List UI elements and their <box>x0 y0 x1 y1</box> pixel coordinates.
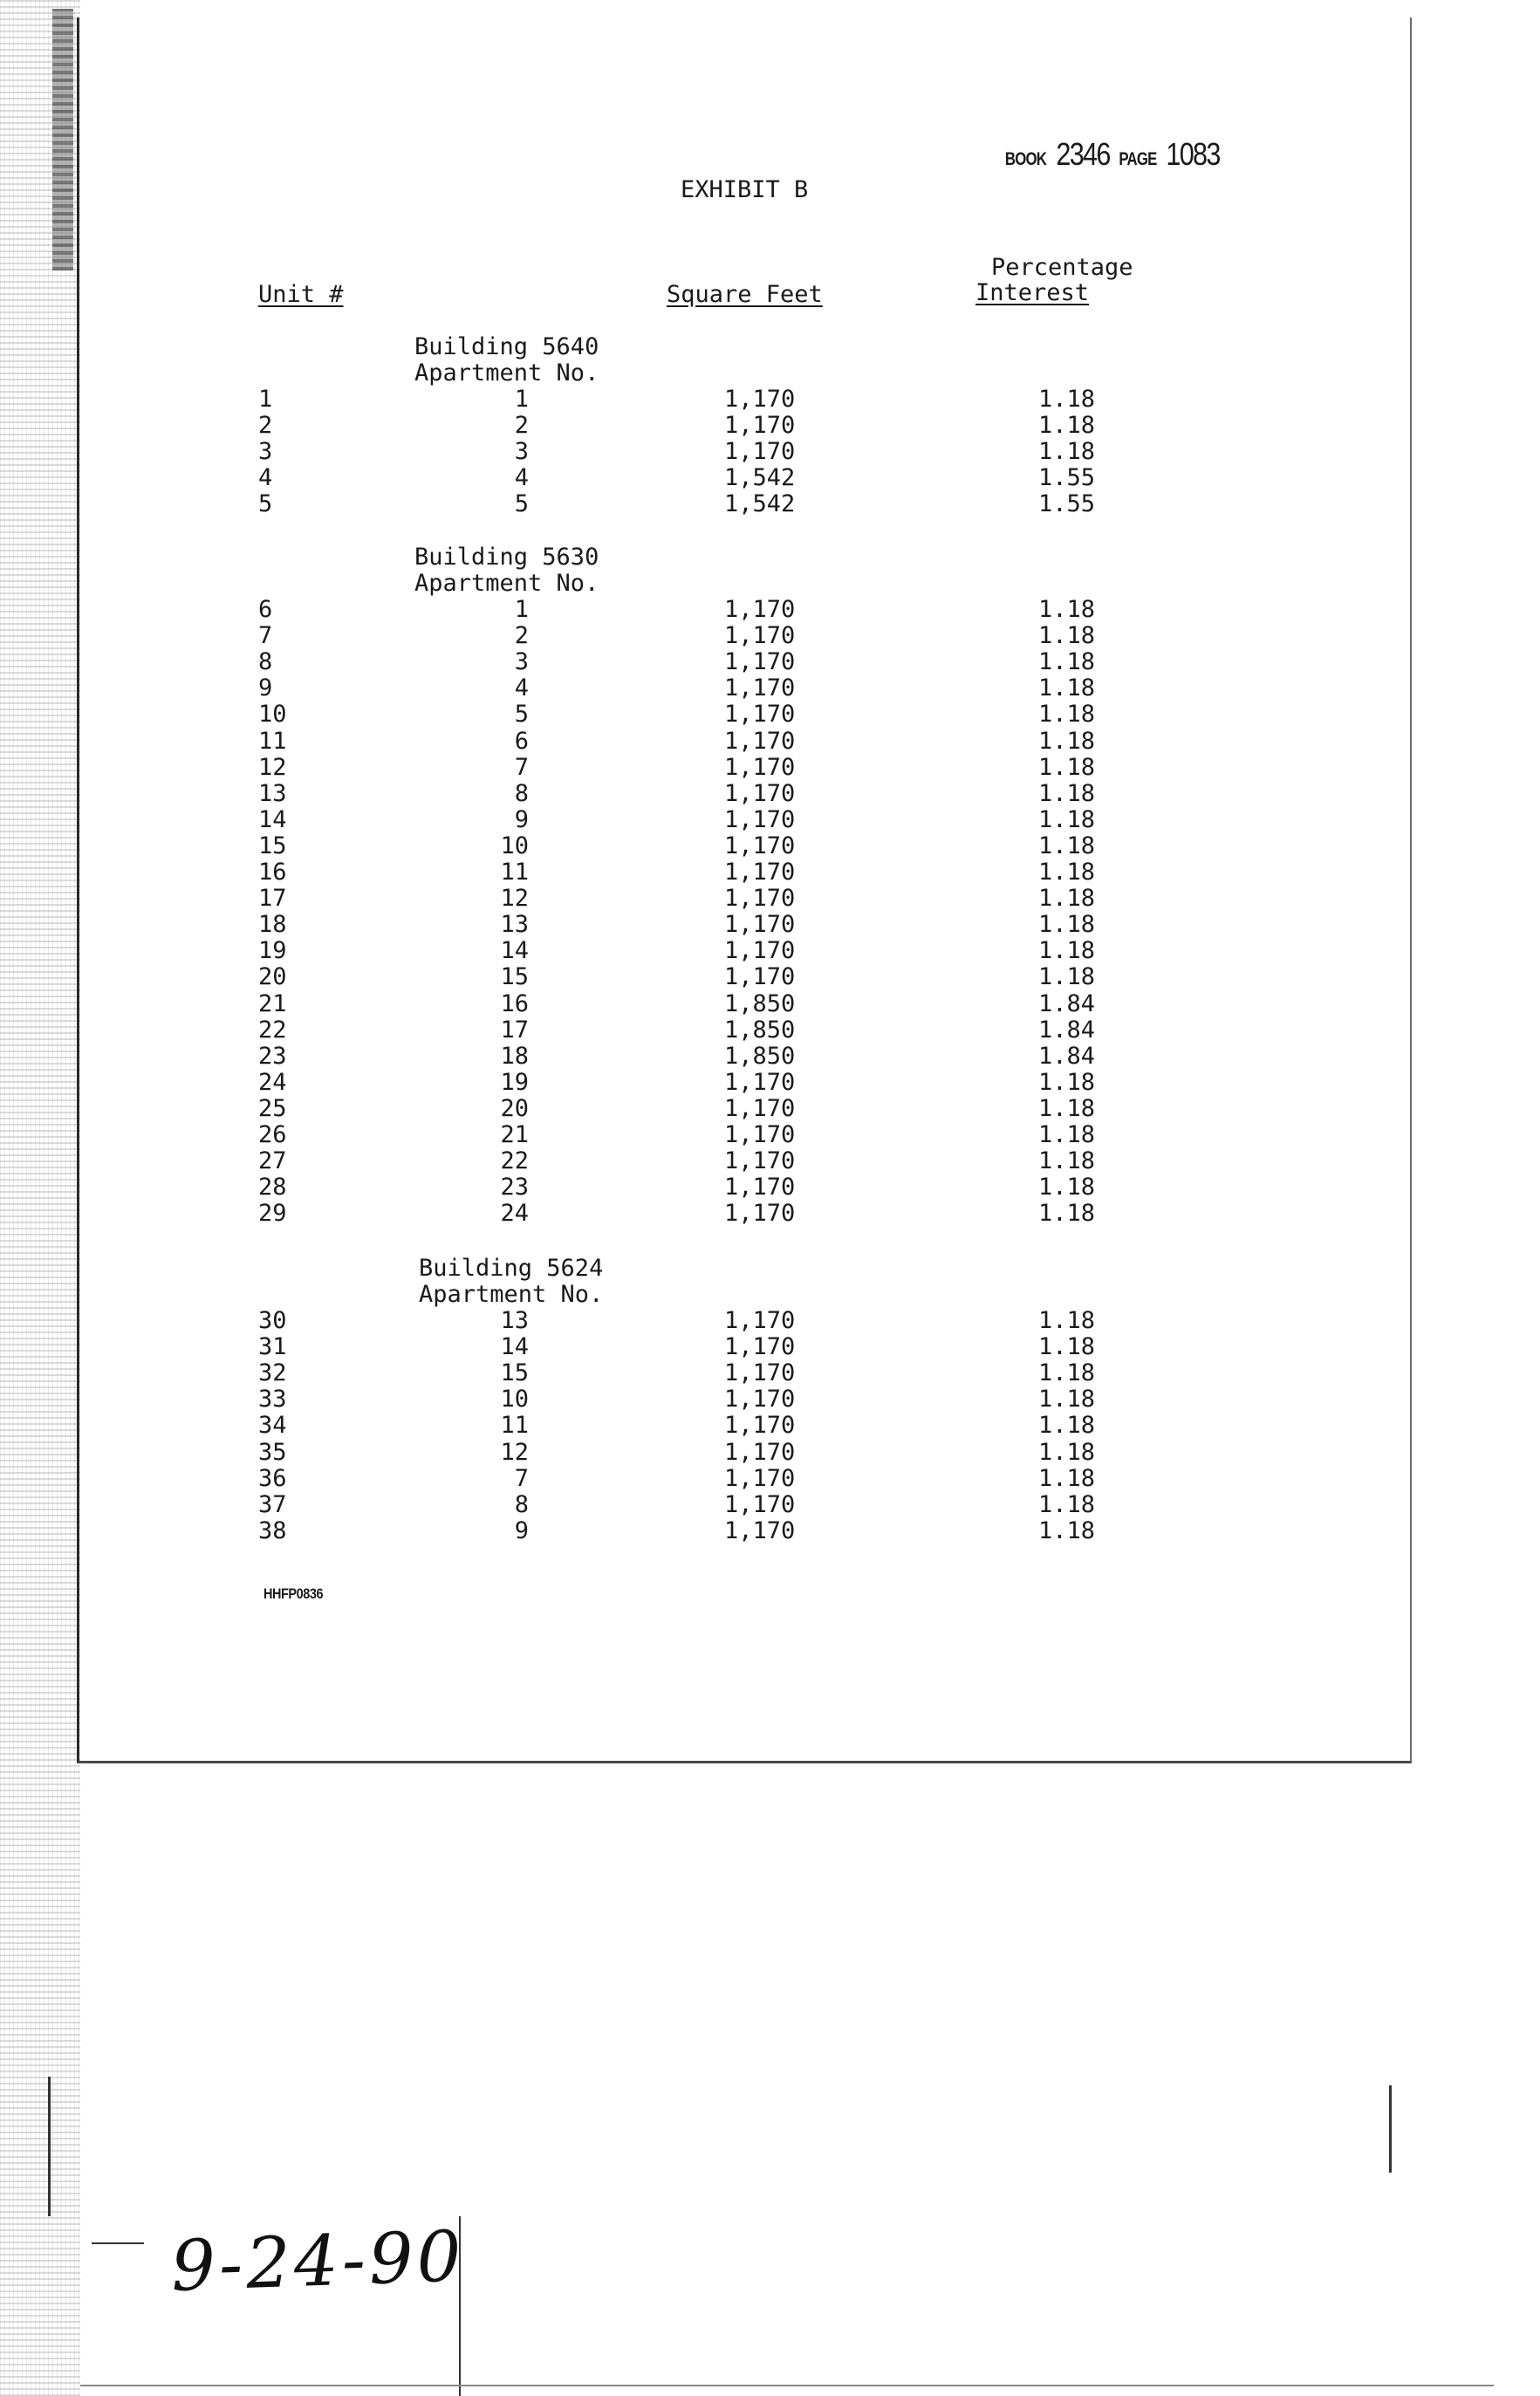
apartment-number: 8 <box>514 1490 529 1518</box>
unit-number: 30 <box>258 1307 287 1334</box>
unit-number: 25 <box>258 1094 287 1122</box>
table-row <box>0 1492 1540 1518</box>
square-feet: 1,170 <box>724 438 796 466</box>
table-row <box>0 649 1540 675</box>
unit-number: 29 <box>258 1200 287 1228</box>
square-feet: 1,170 <box>724 1464 796 1492</box>
unit-number: 2 <box>258 412 273 440</box>
square-feet: 1,170 <box>724 1516 796 1544</box>
percentage-interest: 1.84 <box>1038 1042 1096 1070</box>
scan-dark-strip <box>52 9 73 270</box>
percentage-interest: 1.18 <box>1038 727 1096 755</box>
table-row <box>0 702 1540 728</box>
table-row <box>0 1044 1540 1070</box>
square-feet: 1,170 <box>724 412 796 440</box>
apartment-number: 8 <box>514 779 529 807</box>
square-feet: 1,170 <box>724 386 796 413</box>
apartment-number: 5 <box>514 490 529 518</box>
unit-number: 14 <box>258 805 287 833</box>
percentage-interest: 1.55 <box>1038 464 1096 492</box>
building-heading: Building 5640 <box>414 333 599 360</box>
apartment-number: 2 <box>514 622 529 650</box>
apartment-number: 5 <box>514 701 529 729</box>
unit-number: 20 <box>258 963 287 991</box>
apartment-number: 11 <box>500 859 529 886</box>
table-row <box>0 675 1540 702</box>
percentage-interest: 1.18 <box>1038 885 1096 913</box>
unit-number: 22 <box>258 1016 287 1044</box>
header-percentage: Percentage <box>991 254 1133 281</box>
unit-number: 3 <box>258 438 273 466</box>
scan-dash <box>92 2242 144 2244</box>
percentage-interest: 1.18 <box>1038 1121 1096 1148</box>
table-row <box>0 1017 1540 1044</box>
unit-number: 4 <box>258 464 273 492</box>
unit-number: 37 <box>258 1490 287 1518</box>
square-feet: 1,170 <box>724 1333 796 1361</box>
square-feet: 1,170 <box>724 1068 796 1096</box>
unit-number: 24 <box>258 1068 287 1096</box>
apartment-number: 10 <box>500 1386 529 1414</box>
table-row <box>0 491 1540 517</box>
apartment-number: 9 <box>514 1516 529 1544</box>
percentage-interest: 1.18 <box>1038 937 1096 965</box>
scan-bottom-line <box>80 2385 1494 2386</box>
percentage-interest: 1.18 <box>1038 1068 1096 1096</box>
percentage-interest: 1.84 <box>1038 989 1096 1017</box>
apartment-number: 19 <box>500 1068 529 1096</box>
apartment-number: 9 <box>514 805 529 833</box>
handwritten-date: 9-24-90 <box>169 2215 467 2307</box>
unit-number: 17 <box>258 885 287 913</box>
percentage-interest: 1.18 <box>1038 1359 1096 1387</box>
apartment-number: 17 <box>500 1016 529 1044</box>
table-row <box>0 833 1540 859</box>
square-feet: 1,850 <box>724 1042 796 1070</box>
table-row <box>0 387 1540 413</box>
percentage-interest: 1.18 <box>1038 779 1096 807</box>
percentage-interest: 1.18 <box>1038 1147 1096 1175</box>
table-row <box>0 886 1540 912</box>
unit-number: 10 <box>258 701 287 729</box>
unit-number: 5 <box>258 490 273 518</box>
apartment-number: 1 <box>514 386 529 413</box>
unit-number: 36 <box>258 1464 287 1492</box>
square-feet: 1,170 <box>724 1094 796 1122</box>
percentage-interest: 1.18 <box>1038 412 1096 440</box>
percentage-interest: 1.18 <box>1038 1386 1096 1414</box>
header-unit: Unit # <box>258 281 344 308</box>
apartment-label: Apartment No. <box>419 1281 604 1308</box>
apartment-number: 10 <box>500 832 529 859</box>
apartment-number: 14 <box>500 1333 529 1361</box>
exhibit-title: EXHIBIT B <box>681 176 809 203</box>
apartment-number: 1 <box>514 596 529 623</box>
apartment-number: 22 <box>500 1147 529 1175</box>
square-feet: 1,170 <box>724 885 796 913</box>
percentage-interest: 1.18 <box>1038 963 1096 991</box>
unit-number: 26 <box>258 1121 287 1148</box>
unit-number: 33 <box>258 1386 287 1414</box>
percentage-interest: 1.18 <box>1038 1490 1096 1518</box>
table-row <box>0 912 1540 938</box>
header-square-feet: Square Feet <box>667 281 823 308</box>
table-row <box>0 1070 1540 1096</box>
document-code: HHFP0836 <box>264 1585 324 1602</box>
square-feet: 1,850 <box>724 989 796 1017</box>
table-row <box>0 991 1540 1017</box>
unit-number: 32 <box>258 1359 287 1387</box>
unit-number: 16 <box>258 859 287 886</box>
book-label: BOOK <box>1004 149 1047 169</box>
apartment-number: 6 <box>514 727 529 755</box>
apartment-number: 15 <box>500 1359 529 1387</box>
unit-number: 27 <box>258 1147 287 1175</box>
square-feet: 1,170 <box>724 805 796 833</box>
percentage-interest: 1.18 <box>1038 701 1096 729</box>
table-row <box>0 597 1540 623</box>
scan-mark-left <box>48 2077 51 2216</box>
table-row <box>0 1518 1540 1544</box>
apartment-number: 15 <box>500 963 529 991</box>
percentage-interest: 1.18 <box>1038 438 1096 466</box>
apartment-number: 23 <box>500 1174 529 1201</box>
apartment-number: 2 <box>514 412 529 440</box>
apartment-number: 21 <box>500 1121 529 1148</box>
percentage-interest: 1.18 <box>1038 386 1096 413</box>
square-feet: 1,170 <box>724 1147 796 1175</box>
square-feet: 1,170 <box>724 779 796 807</box>
percentage-interest: 1.18 <box>1038 1333 1096 1361</box>
apartment-number: 18 <box>500 1042 529 1070</box>
percentage-interest: 1.18 <box>1038 1094 1096 1122</box>
percentage-interest: 1.84 <box>1038 1016 1096 1044</box>
apartment-number: 20 <box>500 1094 529 1122</box>
unit-number: 23 <box>258 1042 287 1070</box>
unit-number: 15 <box>258 832 287 859</box>
unit-number: 8 <box>258 648 273 676</box>
square-feet: 1,170 <box>724 937 796 965</box>
square-feet: 1,170 <box>724 1121 796 1148</box>
square-feet: 1,170 <box>724 911 796 939</box>
square-feet: 1,542 <box>724 490 796 518</box>
table-row <box>0 623 1540 649</box>
table-row <box>0 439 1540 465</box>
apartment-number: 4 <box>514 464 529 492</box>
square-feet: 1,170 <box>724 648 796 676</box>
apartment-number: 14 <box>500 937 529 965</box>
square-feet: 1,170 <box>724 1307 796 1334</box>
apartment-number: 3 <box>514 438 529 466</box>
apartment-number: 13 <box>500 911 529 939</box>
square-feet: 1,170 <box>724 1386 796 1414</box>
percentage-interest: 1.18 <box>1038 1464 1096 1492</box>
percentage-interest: 1.18 <box>1038 832 1096 859</box>
apartment-number: 12 <box>500 885 529 913</box>
building-heading: Building 5624 <box>419 1255 604 1282</box>
square-feet: 1,170 <box>724 1359 796 1387</box>
table-row <box>0 781 1540 807</box>
scan-mark <box>1389 2085 1392 2173</box>
table-row <box>0 1148 1540 1174</box>
table-row <box>0 1201 1540 1227</box>
table-row <box>0 964 1540 990</box>
table-row <box>0 1122 1540 1148</box>
square-feet: 1,170 <box>724 832 796 859</box>
table-row <box>0 729 1540 755</box>
page-label: PAGE <box>1119 149 1157 169</box>
unit-number: 34 <box>258 1412 287 1440</box>
table-row <box>0 465 1540 491</box>
percentage-interest: 1.18 <box>1038 753 1096 781</box>
percentage-interest: 1.18 <box>1038 1438 1096 1466</box>
apartment-number: 16 <box>500 989 529 1017</box>
percentage-interest: 1.18 <box>1038 911 1096 939</box>
page-number: 1083 <box>1166 136 1220 172</box>
unit-number: 9 <box>258 674 273 702</box>
square-feet: 1,170 <box>724 963 796 991</box>
unit-number: 6 <box>258 596 273 623</box>
table-row <box>0 1174 1540 1201</box>
apartment-number: 11 <box>500 1412 529 1440</box>
apartment-number: 13 <box>500 1307 529 1334</box>
table-row <box>0 1334 1540 1360</box>
square-feet: 1,170 <box>724 859 796 886</box>
square-feet: 1,170 <box>724 753 796 781</box>
table-row <box>0 1413 1540 1439</box>
percentage-interest: 1.18 <box>1038 1174 1096 1201</box>
table-row <box>0 1360 1540 1386</box>
unit-number: 11 <box>258 727 287 755</box>
unit-number: 19 <box>258 937 287 965</box>
table-row <box>0 413 1540 439</box>
apartment-label: Apartment No. <box>414 359 599 387</box>
unit-number: 7 <box>258 622 273 650</box>
square-feet: 1,170 <box>724 701 796 729</box>
square-feet: 1,170 <box>724 1412 796 1440</box>
apartment-number: 4 <box>514 674 529 702</box>
square-feet: 1,170 <box>724 1200 796 1228</box>
table-row <box>0 807 1540 833</box>
percentage-interest: 1.18 <box>1038 674 1096 702</box>
square-feet: 1,542 <box>724 464 796 492</box>
percentage-interest: 1.18 <box>1038 1307 1096 1334</box>
table-row <box>0 1386 1540 1413</box>
apartment-number: 7 <box>514 753 529 781</box>
percentage-interest: 1.18 <box>1038 1516 1096 1544</box>
percentage-interest: 1.18 <box>1038 859 1096 886</box>
percentage-interest: 1.18 <box>1038 622 1096 650</box>
book-number: 2346 <box>1056 136 1110 172</box>
building-heading: Building 5630 <box>414 544 599 571</box>
square-feet: 1,170 <box>724 596 796 623</box>
book-page-stamp <box>1000 136 1224 173</box>
square-feet: 1,170 <box>724 1438 796 1466</box>
square-feet: 1,170 <box>724 1490 796 1518</box>
square-feet: 1,170 <box>724 622 796 650</box>
unit-number: 12 <box>258 753 287 781</box>
unit-number: 13 <box>258 779 287 807</box>
percentage-interest: 1.18 <box>1038 1412 1096 1440</box>
square-feet: 1,170 <box>724 674 796 702</box>
apartment-number: 12 <box>500 1438 529 1466</box>
apartment-number: 3 <box>514 648 529 676</box>
unit-number: 1 <box>258 386 273 413</box>
apartment-number: 24 <box>500 1200 529 1228</box>
unit-number: 38 <box>258 1516 287 1544</box>
percentage-interest: 1.55 <box>1038 490 1096 518</box>
unit-number: 28 <box>258 1174 287 1201</box>
unit-number: 35 <box>258 1438 287 1466</box>
square-feet: 1,170 <box>724 1174 796 1201</box>
table-row <box>0 938 1540 964</box>
unit-number: 21 <box>258 989 287 1017</box>
percentage-interest: 1.18 <box>1038 648 1096 676</box>
percentage-interest: 1.18 <box>1038 596 1096 623</box>
table-row <box>0 755 1540 781</box>
unit-number: 18 <box>258 911 287 939</box>
percentage-interest: 1.18 <box>1038 1200 1096 1228</box>
square-feet: 1,850 <box>724 1016 796 1044</box>
table-row <box>0 1308 1540 1334</box>
apartment-label: Apartment No. <box>414 570 599 597</box>
unit-number: 31 <box>258 1333 287 1361</box>
table-row <box>0 1466 1540 1492</box>
header-interest: Interest <box>975 279 1090 306</box>
square-feet: 1,170 <box>724 727 796 755</box>
table-row <box>0 1440 1540 1466</box>
table-row <box>0 1096 1540 1122</box>
percentage-interest: 1.18 <box>1038 805 1096 833</box>
table-row <box>0 859 1540 886</box>
apartment-number: 7 <box>514 1464 529 1492</box>
